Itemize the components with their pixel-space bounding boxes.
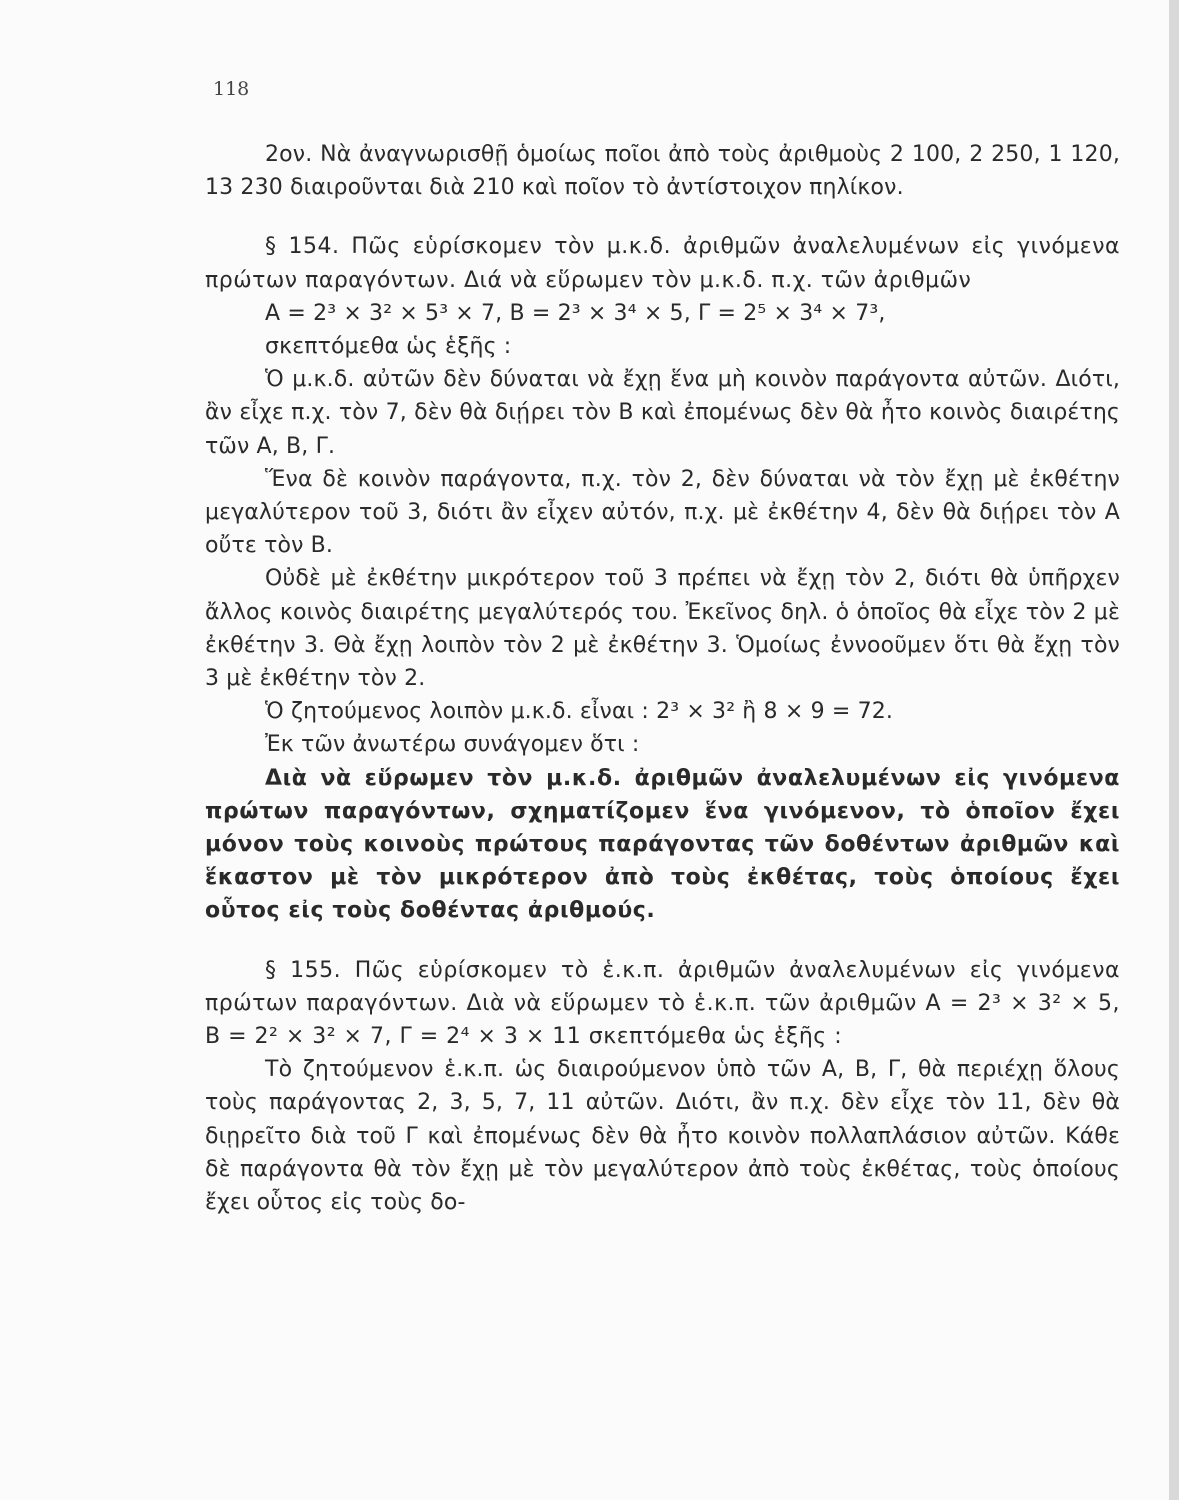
gcd-argument-paragraph-3: Οὐδὲ μὲ ἐκθέτην μικρότερον τοῦ 3 πρέπει νὰ ἔχῃ τὸν 2, διότι θὰ ὑπῆρχεν ἄλλος κοινὸς διαιρέτης μεγαλύτερός του. Ἐκεῖνος δηλ. ὁ ὁποῖος θὰ εἶχε τὸν 2 μὲ ἐκθέτην 3. Θὰ ἔχῃ λοιπὸν τὸν 2 μὲ ἐκθέτην 3. Ὁμοίως ἐννοοῦμεν ὅτι θὰ ἔχῃ τὸν 3 μὲ ἐκθέτην τὸν 2. [205,566,1120,692]
gcd-argument-paragraph-1: Ὁ μ.κ.δ. αὐτῶν δὲν δύναται νὰ ἔχῃ ἕνα μὴ κοινὸν παράγοντα αὐτῶν. Διότι, ἂν εἶχε π.χ. τὸν 7, δὲν θὰ διῄρει τὸν B καὶ ἐπομένως δὲν θὰ ἦτο κοινὸς διαιρέτης τῶν A, B, Γ. [205,367,1120,459]
page-body [205,138,1120,1219]
gcd-argument-paragraph-2: Ἕνα δὲ κοινὸν παράγοντα, π.χ. τὸν 2, δὲν δύναται νὰ τὸν ἔχῃ μὲ ἐκθέτην μεγαλύτερον τοῦ 3, διότι ἂν εἶχεν αὐτόν, π.χ. μὲ ἐκθέτην 4, δὲν θὰ διῄρει τὸν A οὔτε τὸν B. [205,466,1120,559]
exercise-2-paragraph: 2ον. Νὰ ἀναγνωρισθῇ ὁμοίως ποῖοι ἀπὸ τοὺς ἀριθμοὺς 2 100, 2 250, 1 120, 13 230 διαιροῦνται διὰ 210 καὶ ποῖον τὸ ἀντίστοιχον πηλίκον. [205,142,1120,201]
section-154-formula: A = 2³ × 3² × 5³ × 7, B = 2³ × 3⁴ × 5, Γ = 2⁵ × 3⁴ × 7³, [265,300,886,326]
page-number: 118 [213,78,250,100]
page-edge-shadow [1169,0,1179,1500]
section-154-heading-paragraph: § 154. Πῶς εὑρίσκομεν τὸν μ.κ.δ. ἀριθμῶν ἀναλελυμένων εἰς γινόμενα πρώτων παραγόντων. Διά νὰ εὕρωμεν τὸν μ.κ.δ. π.χ. τῶν ἀριθμῶν [205,234,1120,293]
gcd-rule-bold-paragraph: Διὰ νὰ εὕρωμεν τὸν μ.κ.δ. ἀριθμῶν ἀναλελυμένων εἰς γινόμενα πρώτων παραγόντων, σχηματίζομεν ἕνα γινόμενον, τὸ ὁποῖον ἔχει μόνον τοὺς κοινοὺς πρώτους παράγοντας τῶν δοθέντων ἀριθμῶν καὶ ἕκαστον μὲ τὸν μικρότερον ἀπὸ τοὺς ἐκθέτας, τοὺς ὁποίους ἔχει οὗτος εἰς τοὺς δοθέντας ἀριθμούς. [205,765,1120,924]
conclusion-intro-line: Ἐκ τῶν ἀνωτέρω συνάγομεν ὅτι : [265,732,640,758]
section-154-formula-continuation: σκεπτόμεθα ὡς ἑξῆς : [265,334,512,360]
section-155-heading-paragraph: § 155. Πῶς εὑρίσκομεν τὸ ἑ.κ.π. ἀριθμῶν ἀναλελυμένων εἰς γινόμενα πρώτων παραγόντων. Διὰ νὰ εὕρωμεν τὸ ἑ.κ.π. τῶν ἀριθμῶν A = 2³ × 3² × 5, B = 2² × 3² × 7, Γ = 2⁴ × 3 × 11 σκεπτόμεθα ὡς ἑξῆς : [205,957,1120,1050]
lcm-argument-paragraph: Τὸ ζητούμενον ἑ.κ.π. ὡς διαιρούμενον ὑπὸ τῶν A, B, Γ, θὰ περιέχῃ ὅλους τοὺς παράγοντας 2, 3, 5, 7, 11 αὐτῶν. Διότι, ἂν π.χ. δὲν εἶχε τὸν 11, δὲν θὰ διῃρεῖτο διὰ τοῦ Γ καὶ ἐπομένως δὲν θὰ ἦτο κοινὸν πολλαπλάσιον αὐτῶν. Κάθε δὲ παράγοντα θὰ τὸν ἔχῃ μὲ τὸν μεγαλύτερον ἀπὸ τοὺς ἐκθέτας, τοὺς ὁποίους ἔχει οὗτος εἰς τοὺς δο- [205,1057,1120,1216]
gcd-result-line: Ὁ ζητούμενος λοιπὸν μ.κ.δ. εἶναι : 2³ × 3² ἢ 8 × 9 = 72. [265,699,894,725]
